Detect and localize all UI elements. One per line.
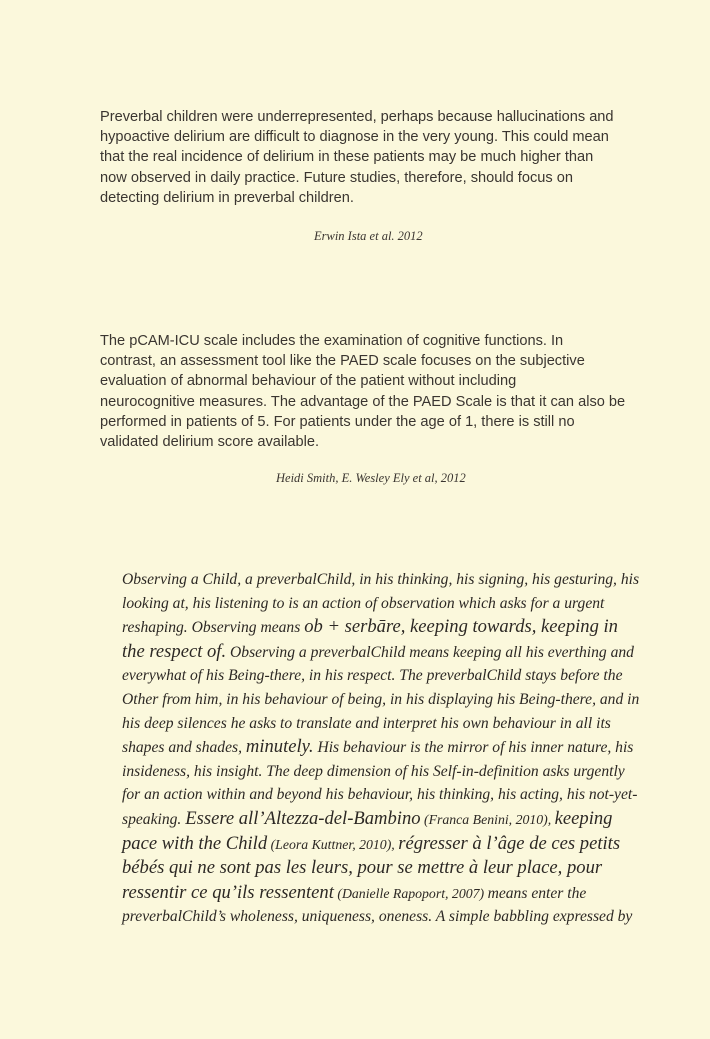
essay-etymology: ob + serbāre, keeping towards, keeping in the respect of.	[122, 616, 618, 662]
essay-text-4: means enter the preverbalChild’s wholeness, uniqueness, oneness. A simple babbling expressed by	[122, 884, 633, 926]
essay-body	[122, 568, 642, 929]
quote-ista	[100, 107, 660, 208]
quote-smith-ely-text: The pCAM-ICU scale includes the examination of cognitive functions. In contrast, an assessment tool like the PAED scale focuses on the subjective evaluation of abnormal behaviour of the patient without including neurocognitive measures. The advantage of the PAED Scale is that it can also be performed in patients of 5. For patients under the age of 1, there is still no validated delirium score available.	[100, 333, 626, 451]
quote-smith-ely-attribution: Heidi Smith, E. Wesley Ely et al, 2012	[276, 471, 466, 485]
essay-minutely: minutely.	[245, 736, 314, 758]
essay-cite-kuttner: (Leora Kuttner, 2010),	[267, 836, 399, 852]
essay-cite-benini: (Franca Benini, 2010),	[420, 811, 555, 827]
essay-text-3: His behaviour is the mirror of his inner nature, his insideness, his insight. The deep dimension of his Self-in-definition asks urgently for an action within and beyond his behaviour, his thinking, his acting, his not-yet-speaking.	[122, 739, 638, 828]
essay-quote-benini: Essere all’Altezza-del-Bambino	[185, 807, 421, 829]
essay-text-1: Observing a Child, a preverbalChild, in his thinking, his signing, his gesturing, his looking at, his listening to is an action of observation which asks for a urgent reshaping. Observing means	[122, 571, 640, 637]
quote-smith-ely	[100, 331, 660, 452]
essay-quote-rapoport: régresser à l’âge de ces petits bébés qui ne sont pas les leurs, pour se mettre à leur place, pour ressentir ce qu’ils ressentent	[122, 832, 621, 903]
essay-cite-rapoport: (Danielle Rapoport, 2007)	[333, 885, 488, 901]
quote-ista-text: Preverbal children were underrepresented, perhaps because hallucinations and hypoactive delirium are difficult to diagnose in the very young. This could mean that the real incidence of delirium in these patients may be much higher than now observed in daily practice. Future studies, therefore, should focus on detecting delirium in preverbal children.	[100, 109, 614, 206]
quote-ista-attribution: Erwin Ista et al. 2012	[314, 229, 423, 243]
essay-paragraph	[122, 568, 642, 929]
essay-text-2: Observing a preverbalChild means keeping all his everthing and everywhat of his Being-there, in his respect. The preverbalChild stays before the Other from him, in his behaviour of being, in his displaying his Being-there, and in his deep silences he asks to translate and interpret his own behaviour in all its shapes and shades,	[122, 643, 640, 757]
essay-quote-kuttner: keeping pace with the Child	[122, 807, 613, 854]
